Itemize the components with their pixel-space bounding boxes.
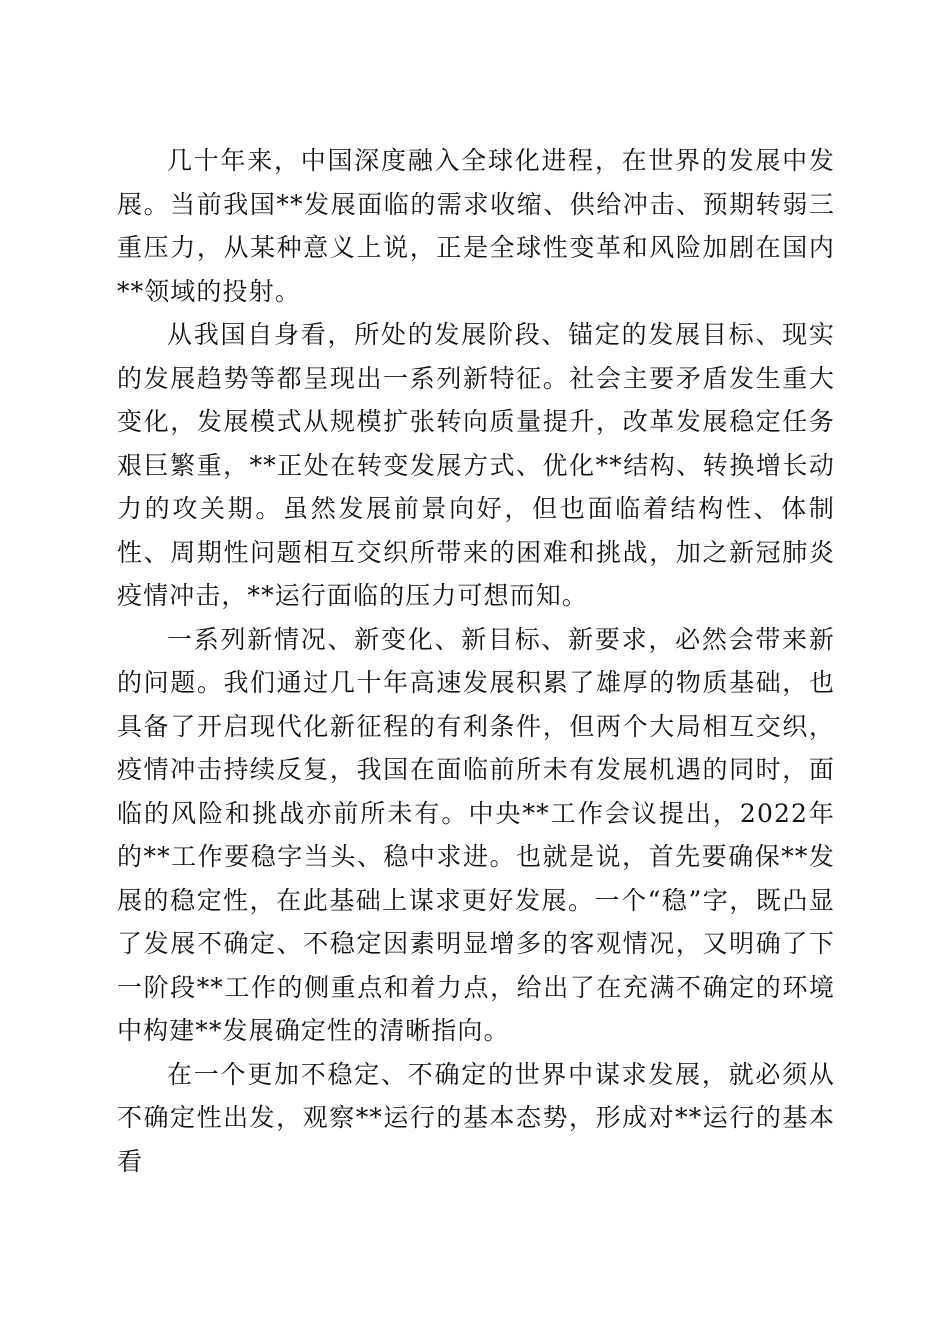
paragraph-1: 几十年来，中国深度融入全球化进程，在世界的发展中发展。当前我国**发展面临的需求收缩、供给冲击、预期转弱三重压力，从某种意义上说，正是全球性变革和风险加剧在国内**领域的投射。 (117, 146, 835, 306)
document-body (117, 139, 835, 1183)
paragraph-2: 从我国自身看，所处的发展阶段、锚定的发展目标、现实的发展趋势等都呈现出一系列新特征。社会主要矛盾发生重大变化，发展模式从规模扩张转向质量提升，改革发展稳定任务艰巨繁重，**正处在转变发展方式、优化**结构、转换增长动力的攻关期。虽然发展前景向好，但也面临着结构性、体制性、周期性问题相互交织所带来的困难和挑战，加之新冠肺炎疫情冲击，**运行面临的压力可想而知。 (117, 320, 835, 610)
paragraph-3: 一系列新情况、新变化、新目标、新要求，必然会带来新的问题。我们通过几十年高速发展积累了雄厚的物质基础，也具备了开启现代化新征程的有利条件，但两个大局相互交织，疫情冲击持续反复，我国在面临前所未有发展机遇的同时，面临的风险和挑战亦前所未有。中央**工作会议提出，2022年的**工作要稳字当头、稳中求进。也就是说，首先要确保**发展的稳定性，在此基础上谋求更好发展。一个“稳”字，既凸显了发展不确定、不稳定因素明显增多的客观情况，又明确了下一阶段**工作的侧重点和着力点，给出了在充满不确定的环境中构建**发展确定性的清晰指向。 (117, 624, 835, 1045)
paragraph-4: 在一个更加不稳定、不确定的世界中谋求发展，就必须从不确定性出发，观察**运行的基本态势，形成对**运行的基本看 (117, 1059, 835, 1176)
